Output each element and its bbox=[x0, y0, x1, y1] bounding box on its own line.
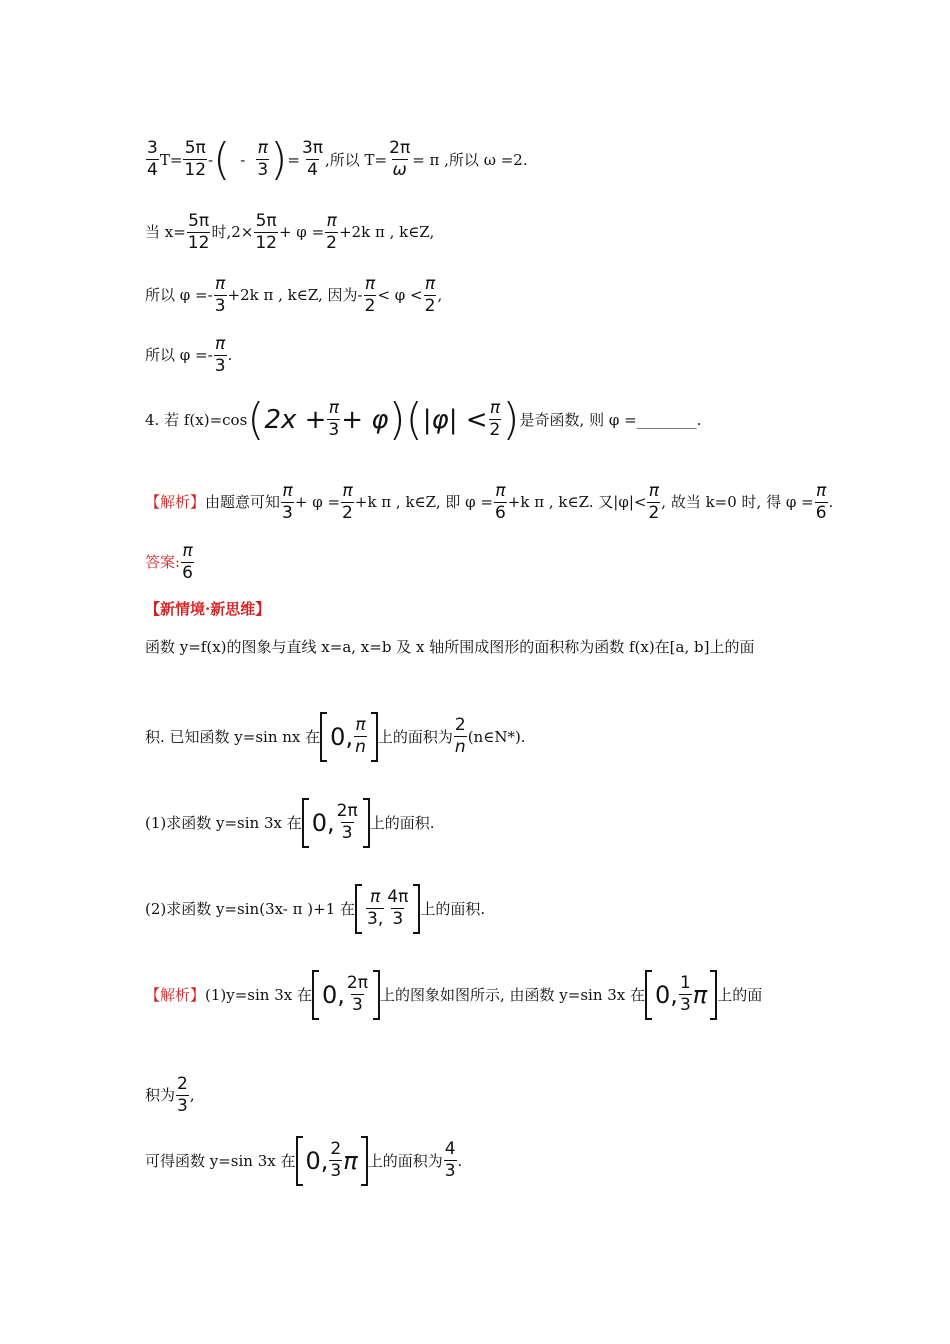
fraction: π 2 bbox=[364, 274, 376, 316]
solution-area-line bbox=[145, 1075, 195, 1116]
fraction: $\frac{2\pi}{\omega}$ bbox=[389, 138, 411, 180]
text: 函数 y=f(x)的图象与直线 x=a, x=b 及 x 轴所围成图形的面积称为函数 f(x)在[a, b]上的面 bbox=[145, 638, 755, 656]
text: 上的面积. bbox=[420, 899, 486, 918]
fraction: $\frac{\pi}{2}$ bbox=[342, 481, 353, 523]
line-phi-result bbox=[145, 335, 232, 376]
interval: 0, 1 3 π bbox=[645, 970, 717, 1020]
text: = bbox=[287, 150, 300, 169]
interval: 0, 2 3 π bbox=[296, 1136, 368, 1186]
interval: 0, π n bbox=[320, 712, 378, 762]
text: +2k π , k∈Z, 因为- bbox=[227, 286, 363, 305]
text: +2k π , k∈Z, bbox=[338, 223, 435, 242]
paragraph-definition bbox=[145, 640, 754, 655]
fraction: 4 3 bbox=[444, 1139, 456, 1181]
text: - bbox=[240, 150, 246, 169]
text: 上的面积. bbox=[369, 813, 435, 832]
text: +k π , k∈Z, 即 φ = bbox=[354, 493, 493, 512]
text: 积. 已知函数 y=sin nx 在 bbox=[145, 727, 321, 746]
text: . bbox=[227, 346, 233, 365]
section-title bbox=[145, 602, 270, 617]
fraction: π 3 bbox=[282, 481, 293, 523]
fraction: 2 n bbox=[454, 715, 466, 757]
expr: + φ bbox=[341, 405, 389, 435]
analysis-tag: 【解析】 bbox=[145, 493, 206, 512]
text: 由题意可知 bbox=[205, 493, 281, 512]
text: , 故当 k=0 时, 得 φ = bbox=[661, 493, 814, 512]
text: (n∈N*). bbox=[467, 727, 526, 746]
text: 时,2× bbox=[211, 223, 254, 242]
text: , bbox=[189, 1086, 195, 1105]
solution-4 bbox=[145, 482, 833, 523]
text: 上的面积为 bbox=[377, 727, 453, 746]
fraction: 2 3 bbox=[177, 1074, 188, 1116]
analysis-tag: 【解析】 bbox=[145, 985, 206, 1004]
text: (1)求函数 y=sin 3x 在 bbox=[145, 813, 302, 832]
fraction: π 3 bbox=[214, 274, 226, 316]
fraction: π 6 bbox=[182, 541, 193, 583]
question-part-1 bbox=[145, 798, 435, 848]
text: + φ = bbox=[278, 223, 325, 242]
text: 4. 若 f(x)=cos bbox=[145, 410, 248, 429]
line-when-x bbox=[145, 212, 434, 253]
text: (1)y=sin 3x 在 bbox=[205, 985, 313, 1004]
fraction: π 3 bbox=[257, 138, 269, 180]
fraction: π 2 bbox=[489, 398, 501, 440]
text: + φ = bbox=[294, 493, 341, 512]
text: . bbox=[457, 1151, 463, 1170]
expr: |φ| < bbox=[422, 405, 488, 435]
fraction: $\frac{\pi}{6}$ bbox=[494, 481, 506, 523]
right-paren: ) bbox=[270, 134, 288, 185]
answer-label: 答案: bbox=[145, 553, 181, 572]
text: 是奇函数, 则 φ =________. bbox=[519, 410, 702, 429]
interval: π 3, 4π 3 bbox=[355, 884, 420, 934]
text: = π ,所以 ω =2. bbox=[412, 150, 528, 169]
text: , bbox=[437, 286, 443, 305]
right-paren: ) bbox=[502, 394, 520, 445]
question-4 bbox=[145, 394, 702, 445]
text: ,所以 T= bbox=[325, 150, 388, 169]
text: 所以 φ =- bbox=[145, 286, 213, 305]
text: - bbox=[208, 150, 214, 169]
section-title-text: 【新情境·新思维】 bbox=[145, 600, 271, 618]
paragraph-known bbox=[145, 712, 526, 762]
text: 可得函数 y=sin 3x 在 bbox=[145, 1151, 296, 1170]
interval: 0, 2π 3 bbox=[302, 798, 370, 848]
solution-part-1 bbox=[145, 970, 762, 1020]
fraction: $\frac{3\pi}{4}$ bbox=[301, 138, 324, 180]
fraction: $\frac{5\pi}{12}$ bbox=[184, 138, 207, 180]
fraction: 3 4 bbox=[147, 138, 158, 180]
fraction: π 3 bbox=[214, 334, 226, 376]
text: 上的图象如图所示, 由函数 y=sin 3x 在 bbox=[379, 985, 646, 1004]
fraction: π 2 bbox=[424, 274, 436, 316]
left-paren: ( bbox=[247, 394, 265, 445]
text: 积为 bbox=[145, 1086, 176, 1105]
text: . bbox=[828, 493, 834, 512]
text: T= bbox=[159, 150, 183, 169]
question-part-2 bbox=[145, 884, 485, 934]
fraction: $\frac{5\pi}{12}$ bbox=[255, 211, 277, 253]
interval: 0, 2π 3 bbox=[312, 970, 380, 1020]
left-paren: ( bbox=[405, 394, 423, 445]
text: 上的面 bbox=[717, 985, 763, 1004]
line-period bbox=[145, 134, 528, 185]
fraction: π 2 bbox=[648, 481, 660, 523]
left-paren: ( bbox=[213, 134, 231, 185]
fraction: $\frac{5\pi}{12}$ bbox=[187, 211, 210, 253]
text: < φ < bbox=[377, 286, 423, 305]
text: 上的面积为 bbox=[367, 1151, 443, 1170]
text: +k π , k∈Z. 又|φ|< bbox=[507, 493, 647, 512]
answer-line bbox=[145, 542, 195, 583]
expr: 2x + bbox=[264, 405, 327, 435]
text: 所以 φ =- bbox=[145, 346, 213, 365]
line-phi-general bbox=[145, 275, 442, 316]
solution-result bbox=[145, 1136, 462, 1186]
text: 当 x= bbox=[145, 223, 186, 242]
fraction: $\frac{\pi}{6}$ bbox=[815, 481, 827, 523]
fraction: $\frac{\pi}{3}$ bbox=[328, 398, 340, 440]
right-paren: ) bbox=[388, 394, 406, 445]
fraction: $\frac{\pi}{2}$ bbox=[326, 211, 337, 253]
text: (2)求函数 y=sin(3x- π )+1 在 bbox=[145, 899, 356, 918]
